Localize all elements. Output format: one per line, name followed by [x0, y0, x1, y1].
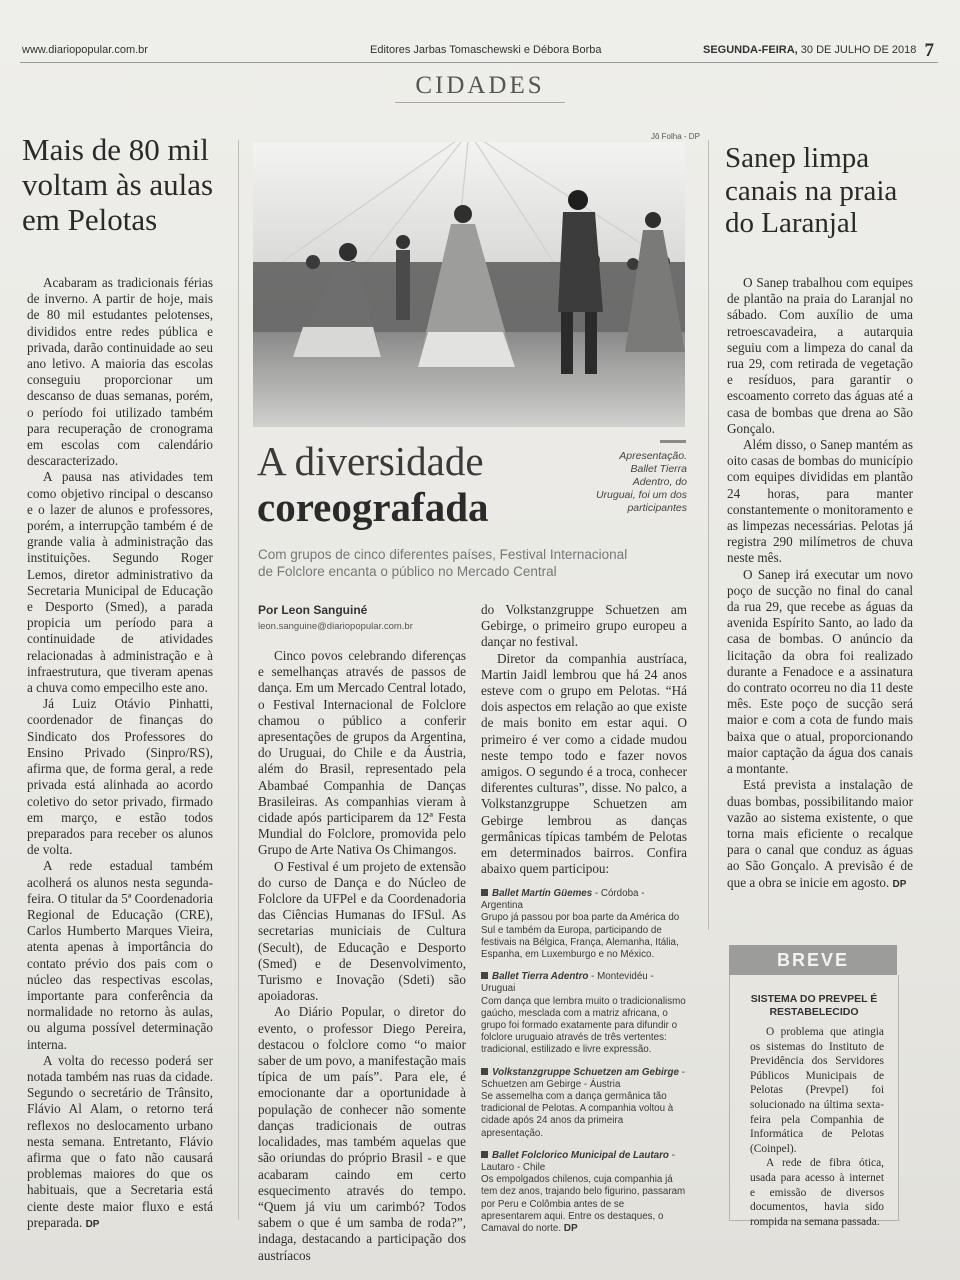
photo-credit: Jô Folha - DP	[651, 132, 700, 141]
participant-text: Se assemelha com a dança germânica tão tradicional de Pelotas. A companhia voltou à cidade após 24 anos da primeira apresentação.	[481, 1091, 674, 1139]
folk-dancers-image	[253, 142, 685, 427]
author-byline: Por Leon Sanguiné	[258, 603, 368, 617]
left-paragraph	[27, 1053, 213, 1233]
right-paragraph: Além disso, o Sanep mantém as oito casas de bombas do município com equipes divididas em plantão 24 horas, para manter constantemente o monitoramento e as limpezas necessárias. Pelotas já registra 290 milímetros de chuva neste mês.	[727, 437, 913, 566]
main-title-line2: coreografada	[257, 484, 489, 530]
issue-weekday: SEGUNDA-FEIRA,	[703, 44, 798, 56]
participant-name: Ballet Tierra Adentro	[492, 971, 589, 983]
main-paragraph: Diretor da companhia austríaca, Martin Jaidl lembrou que há 24 anos esteve com o grupo em Pelotas. “Há dois aspectos em relação ao que existe de mais bonito em estar aqui. O primeiro é ver como a cidade mudou neste tempo todo e fazer novos amigos. O segundo é a troca, conhecer diferentes culturas”, disse. No palco, a Volkstanzgruppe Schuetzen am Gebirge lembrou as danças germânicas típicas também de Pelotas em determinados bairros. Confira abaixo quem participou:	[481, 650, 687, 877]
breve-paragraph: O problema que atingia os sistemas do Instituto de Previdência dos Servidores Públicos Municipais de Pelotas (Prevpel) foi solucionado na última sexta-feira pela Companhia de Informática de Pelotas (Coinpel).	[750, 1026, 884, 1155]
main-paragraph: O Festival é um projeto de extensão do curso de Dança e do Núcleo de Folclore da UFPel e da Coordenadoria das Ciências Humanas do IFSul. As secretarias municiais de Cultura (Secult), de Educação e Desporto (Smed) e de Desenvolvimento, Turismo e Inovação (Sdeti) são apoiadoras.	[258, 858, 466, 1004]
column-divider	[708, 140, 709, 930]
issue-date	[703, 44, 916, 56]
main-article-col1	[258, 648, 466, 1264]
breve-body	[750, 1025, 884, 1229]
right-paragraph	[727, 777, 913, 892]
bullet-square-icon	[481, 972, 488, 979]
participant-origin: - Córdoba - Argentina	[481, 888, 645, 912]
main-article-col2	[481, 602, 687, 877]
participant-name: Ballet Folclorico Municipal de Lautaro	[492, 1149, 669, 1161]
right-paragraph: O Sanep irá executar um novo poço de sucção no final do canal da rua 29, que recebe as águas da avenida Espírito Santo, ao lado da casa de bombas. O anúncio da licitação da obra foi realizado durante a Fenadoce e a assinatura do contrato ocorreu no dia 11 deste mês. Este poço de sucção será maior e com a cota de fundo mais baixa que o atual, proporcionando maior captação da água dos canais a montante.	[727, 566, 913, 777]
site-url: www.diariopopular.com.br	[22, 44, 148, 56]
photo-caption: Apresentação. Ballet Tierra Adentro, do Uruguai, foi um dos participantes	[595, 450, 687, 514]
section-rule	[395, 102, 565, 103]
participant-item	[481, 888, 687, 961]
right-article-title: Sanep limpa canais na praia do Laranjal	[725, 142, 898, 239]
right-paragraph: O Sanep trabalhou com equipes de plantão na praia do Laranjal no sábado. Com auxílio de uma retroescavadeira, a autarquia seguiu com a limpeza do canal da rua 29, com retirada de vegetação e resíduos, para garantir o escoamento correto das águas até a casa de bombas que drena ao São Gonçalo.	[727, 275, 913, 436]
participant-text: Com dança que lembra muito o tradicionalismo gaúcho, mesclada com a matriz africana, o grupo foi formado exatamente para difundir o folclore uruguaio através de três vertentes: tradicional, estilizado e livre expressão.	[481, 995, 686, 1056]
participant-origin: - Lautaro - Chile	[481, 1149, 675, 1174]
dance-photo	[253, 142, 685, 427]
bullet-square-icon	[481, 1151, 488, 1158]
breve-title: SISTEMA DO PREVPEL É RESTABELECIDO	[750, 993, 878, 1018]
left-article-title: Mais de 80 mil voltam às aulas em Pelotas	[22, 132, 214, 237]
participant-name: Volkstanzgruppe Schuetzen am Gebirge	[492, 1066, 679, 1078]
page-number: 7	[924, 40, 934, 61]
main-title-line1: A diversidade	[257, 438, 484, 484]
participants-list	[481, 888, 687, 1245]
participant-item	[481, 1067, 687, 1140]
column-divider	[238, 140, 239, 1220]
breve-paragraph: A rede de fibra ótica, usada para acesso à internet e emissão de diversos documentos, havia sido rompida na semana passada.	[750, 1157, 884, 1228]
end-mark: DP	[563, 1223, 578, 1235]
editors-line: Editores Jarbas Tomaschewski e Débora Borba	[370, 44, 602, 56]
right-article-body	[727, 275, 913, 893]
main-subtitle: Com grupos de cinco diferentes países, Festival Internacional de Folclore encanta o público no Mercado Central	[258, 547, 628, 579]
left-paragraph: Já Luiz Otávio Pinhatti, coordenador de finanças do Sindicato dos Professores do Ensino Privado (Sinpro/RS), afirma que, de forma geral, a rede privada está alinhada ao acordo coletivo do setor privado, firmado em março, e estão todos preparados para receber os alunos de volta.	[27, 696, 213, 858]
right-last-paragraph-text: Está prevista a instalação de duas bombas, possibilitando maior vazão ao sistema existente, o que torna mais eficiente o recalque para o canal que conduz as águas ao São Gonçalo. A previsão é de que a obra se inicie em agosto.	[727, 777, 913, 890]
participant-origin: - Montevidéu - Uruguai	[481, 971, 654, 995]
section-title: CIDADES	[415, 72, 545, 99]
left-article-body	[27, 275, 213, 1233]
participant-item	[481, 971, 687, 1056]
end-mark: DP	[85, 1218, 100, 1230]
main-paragraph: do Volkstanzgruppe Schuetzen am Gebirge, o primeiro grupo europeu a dançar no festival.	[481, 602, 687, 650]
author-email: leon.sanguine@diariopopular.com.br	[258, 621, 413, 632]
main-paragraph: Cinco povos celebrando diferenças e semelhanças através de passos de dança. Em um Mercado Central lotado, o Festival Internacional de Folclore chamou o público a conferir apresentações de grupos da Argentina, do Uruguai, do Chile e da Áustria, além do Brasil, representado pela Abambaé Companhia de Danças Brasileiras. As companhias vieram à cidade após participarem da 12ª Festa Mundial do Folclore, promovida pelo Grupo de Arte Nativa Os Chimangos.	[258, 648, 466, 858]
participant-text: Os empolgados chilenos, cuja companhia já tem dez anos, trajando belo figurino, passaram por Peru e Colômbia antes de se apresentarem aqui. Entre os destaques, o Camaval do norte.	[481, 1174, 686, 1235]
breve-box	[729, 975, 899, 1228]
caption-rule	[660, 440, 686, 443]
left-paragraph: A pausa nas atividades tem como objetivo rincipal o descanso e o lazer de alunos e professores, porém, a interrupção também é de grande valia à administração das instituições. Segundo Roger Lemos, diretor administrativo da Secretaria Municipal de Educação e Desporto (Smed), a parada propicia um período para a continuidade de atividades relacionadas à administração e à infraestrutura, que tiveram apenas a chuva como empecilho este ano.	[27, 469, 213, 696]
participant-text: Grupo já passou por boa parte da América do Sul e também da Europa, participando de festivais na Bélgica, França, Alemanha, Itália, Espanha, em Luxemburgo e no México.	[481, 912, 680, 961]
participant-name: Ballet Martín Güemes	[492, 888, 593, 899]
left-last-paragraph-text: A volta do recesso poderá ser notada também nas ruas da cidade. Segundo o secretário de Trânsito, Flávio Al Alam, o retorno terá reflexos no deslocamento urbano nesta semana. Entretanto, Flávio afirma que o fato não causará problemas maiores do que os habituais, que a Secretaria está ciente deste maior fluxo e está preparada.	[27, 1052, 213, 1230]
bullet-square-icon	[481, 889, 488, 896]
participant-item	[481, 1150, 687, 1235]
issue-date-rest: 30 DE JULHO DE 2018	[797, 44, 917, 56]
end-mark: DP	[892, 878, 907, 890]
header-rule	[20, 62, 938, 63]
left-paragraph: A rede estadual também acolherá os alunos nesta segunda-feira. O titular da 5ª Coordenadoria Regional de Educação (CRE), Carlos Humberto Marques Vieira, atenta apenas à importância do contato prévio dos pais com o núcleo das respectivas escolas, importante para conferência da normalidade no retorno às aulas, ou alguma possível determinação interna.	[27, 858, 213, 1052]
participant-origin: - Schuetzen am Gebirge - Áustria	[481, 1066, 685, 1090]
left-paragraph: Acabaram as tradicionais férias de inverno. A partir de hoje, mais de 80 mil estudantes pelotenses, divididos entre redes pública e privada, darão continuidade ao seu ano letivo. A maioria das escolas conseguiu proporcionar um descanso de duas semanas, porém, o período foi utilizado também para recuperação de cronograma em escolas com calendário descaracterizado.	[27, 275, 213, 469]
bullet-square-icon	[481, 1068, 488, 1075]
main-paragraph: Ao Diário Popular, o diretor do evento, o professor Diego Pereira, destacou o folclore como “o maior saber de um povo, a manifestação mais típica de um país”. Para ele, é emocionante dar a oportunidade à população de conhecer não somente danças tradicionais de outras localidades, mas também aquelas que são oriundas do próprio Brasil - e que acabaram caindo em certo esquecimento através do tempo. “Quem já viu um carimbó? Todos sabem o que é um samba de roda?”, indaga, destacando a participação dos austríacos	[258, 1004, 466, 1263]
breve-label: BREVE	[729, 945, 897, 975]
